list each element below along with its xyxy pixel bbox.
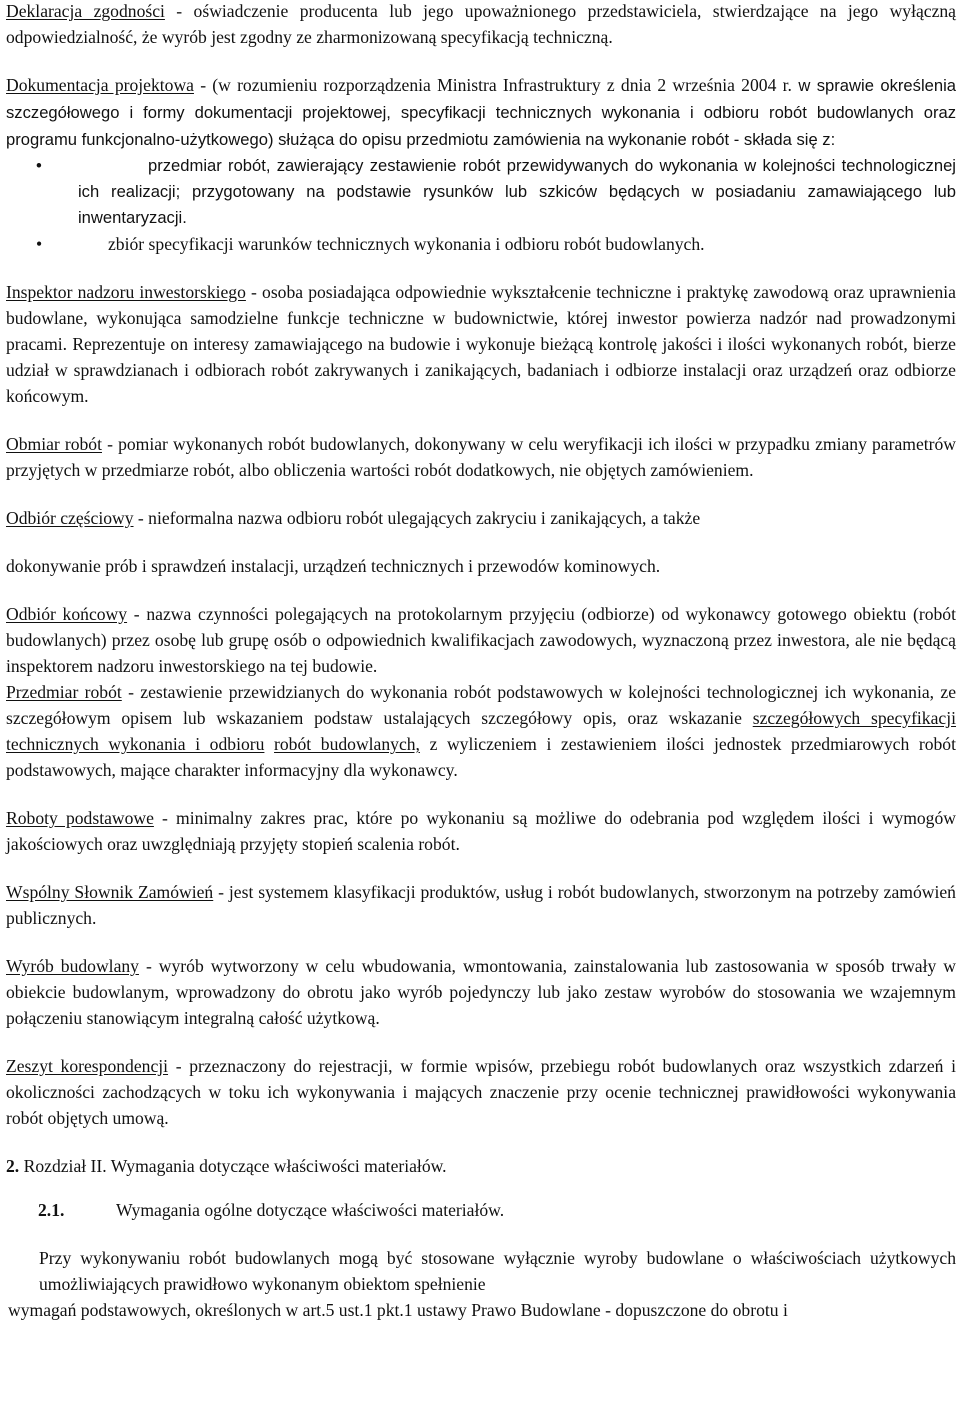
definition-wyrob: [6, 953, 956, 1031]
definition-text: - wyrób wytworzony w celu wbudowania, wmontowania, zainstalowania lub zastosowania w sposób trwały w obiekcie budowlanym, wprowadzony do obrotu jako wyrób pojedynczy lub jako zestaw wyrobów do stosowania we wzajemnym połączeniu stanowiącym integralną całość użytkową.: [6, 956, 956, 1028]
section-paragraph: [6, 1245, 956, 1297]
term-slownik: Wspólny Słownik Zamówień: [6, 882, 214, 902]
definition-inspektor: [6, 279, 956, 409]
definition-dokumentacja: [6, 72, 956, 153]
section-heading-2: [6, 1153, 956, 1179]
bullet-icon: •: [36, 234, 43, 254]
section-number: 2.: [6, 1156, 20, 1176]
term-zeszyt: Zeszyt korespondencji: [6, 1056, 169, 1076]
list-item: [6, 231, 956, 257]
term-obmiar: Obmiar robót: [6, 434, 102, 454]
term-odbior-czesciowy: Odbiór częściowy: [6, 508, 134, 528]
definition-text: [264, 734, 274, 754]
bullet-icon: •: [36, 156, 42, 175]
definition-text: - nazwa czynności polegających na protokolarnym przyjęciu (odbiorze) od wykonawcy gotowego obiektu (robót budowlanych) przez osobę lub grupę osób o odpowiednich kwalifikacjach zawodowych, wyznaczoną przez inwestora, ale nie będącą inspektorem nadzoru inwestorskiego na tej budowie.: [6, 604, 956, 676]
term-deklaracja: Deklaracja zgodności: [6, 1, 165, 21]
list-item: [6, 153, 956, 231]
section-heading-2-1: [6, 1197, 956, 1223]
term-odbior-koncowy: Odbiór końcowy: [6, 604, 128, 624]
definition-text: - minimalny zakres prac, które po wykonaniu są możliwe do odebrania pod względem ilości i wymogów jakościowych oraz uwzględniają przyjęty stopień scalenia robót.: [6, 808, 956, 854]
definition-deklaracja: [6, 0, 956, 50]
definition-text: - osoba posiadająca odpowiednie wykształcenie techniczne i praktykę zawodową oraz uprawnienia budowlane, wykonująca samodzielne funkcje techniczne w budownictwie, której inwestor powierza nadzór nad prowadzonymi pracami. Reprezentuje on interesy zamawiającego na budowie i wykonuje bieżącą kontrolę jakości i ilości wykonanych robót, bierze udział w sprawdzianach i odbiorach robót zakrywanych i zanikających, badaniach i odbiorze instalacji oraz urządzeń oraz odbiorze końcowym.: [6, 282, 956, 406]
definition-odbior-koncowy: [6, 601, 956, 679]
definition-continuation: [6, 553, 956, 579]
term-roboty-podstawowe: Roboty podstawowe: [6, 808, 154, 828]
definition-text: - przeznaczony do rejestracji, w formie wpisów, przebiegu robót budowlanych oraz wszystkich zdarzeń i okoliczności zachodzących w toku ich wykonywania i mających znaczenie przy ocenie technicznej prawidłowości wykonywania robót objętych umową.: [6, 1056, 956, 1128]
section-paragraph-last-line: [6, 1297, 956, 1323]
term-przedmiar: Przedmiar robót: [6, 682, 122, 702]
definition-odbior-czesciowy: [6, 505, 956, 531]
link-specyfikacje[interactable]: szczegółowych specyfikacji technicznych wykonania i odbioru: [6, 708, 957, 754]
definition-text: - jest systemem klasyfikacji produktów, usług i robót budowlanych, stworzonym na potrzeby zamówień publicznych.: [6, 882, 956, 928]
definition-text: - oświadczenie producenta lub jego upoważnionego przedstawiciela, stwierdzające na jego wyłączną odpowiedzialność, że wyrób jest zgodny ze zharmonizowaną specyfikacją techniczną.: [6, 1, 956, 47]
definition-obmiar: [6, 431, 956, 483]
definition-text: - zestawienie przewidzianych do wykonania robót podstawowych w kolejności technologicznej ich wykonania, ze szczegółowym opisem lub wskazaniem podstaw ustalających szczegółowy opis, oraz wskazanie: [6, 682, 957, 728]
term-dokumentacja: Dokumentacja projektowa: [6, 75, 194, 95]
list-item-text: zbiór specyfikacji warunków technicznych wykonania i odbioru robót budowlanych.: [108, 234, 705, 254]
definition-text: z wyliczeniem i zestawieniem ilości jednostek przedmiarowych robót podstawowych, mające charakter informacyjny dla wykonawcy.: [6, 734, 956, 780]
list-item-text: przedmiar robót, zawierający zestawienie robót przewidywanych do wykonania w kolejności technologicznej ich realizacji; przygotowany na podstawie rysunków lub szkiców będących w posiadaniu zamawiającego lub inwentaryzacji.: [78, 156, 956, 227]
paragraph-text: wymagań podstawowych, określonych w art.5 ust.1 pkt.1 ustawy Prawo Budowlane - dopuszczone do obrotu i: [8, 1300, 788, 1320]
definition-przedmiar: [6, 679, 956, 783]
definition-zeszyt: [6, 1053, 956, 1131]
definition-text: dokonywanie prób i sprawdzeń instalacji, urządzeń technicznych i przewodów kominowych.: [6, 556, 661, 576]
definition-text: - nieformalna nazwa odbioru robót ulegających zakryciu i zanikających, a także: [133, 508, 701, 528]
definition-text: - pomiar wykonanych robót budowlanych, dokonywany w celu weryfikacji ich ilości w przypadku zmiany parametrów przyjętych w przedmiarze robót, albo obliczenia wartości robót dodatkowych, nie objętych zamówieniem.: [6, 434, 957, 480]
section-title: Wymagania ogólne dotyczące właściwości materiałów.: [116, 1200, 505, 1220]
paragraph-text: Przy wykonywaniu robót budowlanych mogą być stosowane wyłącznie wyroby budowlane o właściwościach użytkowych umożliwiających prawidłowo wykonanym obiektom spełnienie: [39, 1248, 956, 1294]
term-wyrob: Wyrób budowlany: [6, 956, 139, 976]
term-inspektor: Inspektor nadzoru inwestorskiego: [6, 282, 246, 302]
definition-text: - (w rozumieniu rozporządzenia Ministra Infrastruktury z dnia 2 września 2004 r.: [193, 75, 792, 95]
definition-slownik: [6, 879, 956, 931]
section-number: 2.1.: [38, 1200, 65, 1220]
link-roboty-budowlane[interactable]: robót budowlanych,: [274, 734, 420, 754]
section-title: Rozdział II. Wymagania dotyczące właściwości materiałów.: [23, 1156, 447, 1176]
definition-roboty-podstawowe: [6, 805, 956, 857]
definition-text-sans: w sprawie określenia szczegółowego i formy dokumentacji projektowej, specyfikacji technicznych wykonania i odbioru robót budowlanych oraz programu funkcjonalno-użytkowego) służąca do opisu przedmiotu zamówienia na wykonanie robót - składa się z:: [6, 76, 956, 149]
document-page: [6, 0, 956, 1323]
